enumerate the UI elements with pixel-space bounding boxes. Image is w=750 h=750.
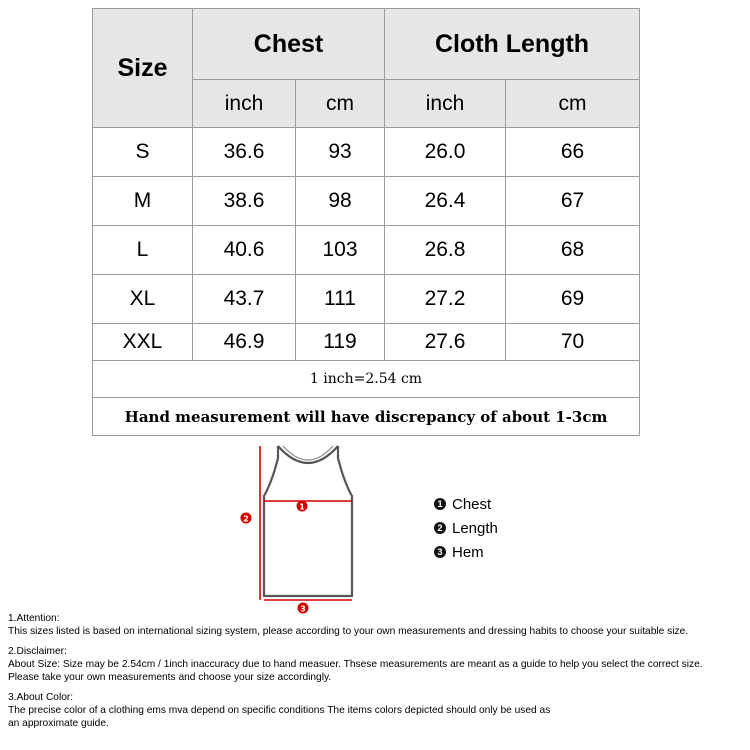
discrepancy-row [93, 398, 640, 436]
disclaimer-note [8, 645, 748, 684]
legend-number: 1 [434, 498, 446, 510]
chest-header: Chest [193, 9, 385, 80]
tank-top-outline [264, 446, 352, 596]
attention-title: 1.Attention: [8, 613, 60, 624]
marker-3-label: 3 [300, 604, 306, 614]
marker-1 [297, 501, 308, 512]
legend-label: Length [452, 519, 498, 537]
value-cell: 26.0 [385, 128, 506, 177]
value-cell: 26.8 [385, 226, 506, 275]
size-header: Size [93, 9, 193, 128]
value-cell: 46.9 [193, 324, 296, 361]
diagram-legend [434, 492, 498, 564]
size-cell: L [93, 226, 193, 275]
disclaimer-title: 2.Disclaimer: [8, 646, 67, 657]
value-cell: 98 [296, 177, 385, 226]
value-cell: 38.6 [193, 177, 296, 226]
value-cell: 43.7 [193, 275, 296, 324]
measure-lines [260, 446, 352, 600]
tank-top-diagram [230, 440, 370, 615]
value-cell: 66 [506, 128, 640, 177]
size-cell: XL [93, 275, 193, 324]
color-text: The precise color of a clothing ems mva depend on specific conditions The items colors depicted should only be used as [8, 705, 551, 716]
value-cell: 27.6 [385, 324, 506, 361]
attention-note [8, 612, 748, 638]
table-header-row [93, 9, 640, 80]
table-row [93, 128, 640, 177]
size-cell: M [93, 177, 193, 226]
attention-text: This sizes listed is based on international sizing system, please according to your own measurements and dressing habits to choose your suitable size. [8, 626, 689, 637]
size-cell: XXL [93, 324, 193, 361]
size-chart-table [92, 8, 640, 436]
legend-item-length [434, 516, 498, 540]
value-cell: 26.4 [385, 177, 506, 226]
value-cell: 111 [296, 275, 385, 324]
color-text: an approximate guide. [8, 718, 109, 729]
table-row [93, 275, 640, 324]
legend-item-hem [434, 540, 498, 564]
unit-cell: inch [193, 80, 296, 128]
legend-number: 3 [434, 546, 446, 558]
notes-section [8, 612, 748, 737]
value-cell: 70 [506, 324, 640, 361]
unit-cell: cm [506, 80, 640, 128]
discrepancy-note: Hand measurement will have discrepancy of about 1-3cm [93, 398, 640, 436]
value-cell: 27.2 [385, 275, 506, 324]
marker-2 [241, 513, 252, 524]
legend-label: Hem [452, 543, 484, 561]
value-cell: 93 [296, 128, 385, 177]
color-title: 3.About Color: [8, 692, 74, 703]
legend-number: 2 [434, 522, 446, 534]
unit-cell: cm [296, 80, 385, 128]
value-cell: 36.6 [193, 128, 296, 177]
conversion-note: 1 inch=2.54 cm [93, 361, 640, 398]
value-cell: 67 [506, 177, 640, 226]
value-cell: 40.6 [193, 226, 296, 275]
table-row [93, 226, 640, 275]
value-cell: 69 [506, 275, 640, 324]
value-cell: 119 [296, 324, 385, 361]
disclaimer-text: Please take your own measurements and choose your size accordingly. [8, 672, 332, 683]
legend-label: Chest [452, 495, 492, 513]
table-row [93, 177, 640, 226]
unit-cell: inch [385, 80, 506, 128]
disclaimer-text: About Size: Size may be 2.54cm / 1inch inaccuracy due to hand measuer. Thsese measurements are meant as a guide to help you select the correct size. [8, 659, 703, 670]
marker-1-label: 1 [299, 502, 305, 512]
value-cell: 103 [296, 226, 385, 275]
size-cell: S [93, 128, 193, 177]
legend-item-chest [434, 492, 498, 516]
cloth-length-header: Cloth Length [385, 9, 640, 80]
color-note [8, 691, 748, 730]
conversion-row [93, 361, 640, 398]
value-cell: 68 [506, 226, 640, 275]
marker-2-label: 2 [243, 514, 249, 524]
table-row [93, 324, 640, 361]
